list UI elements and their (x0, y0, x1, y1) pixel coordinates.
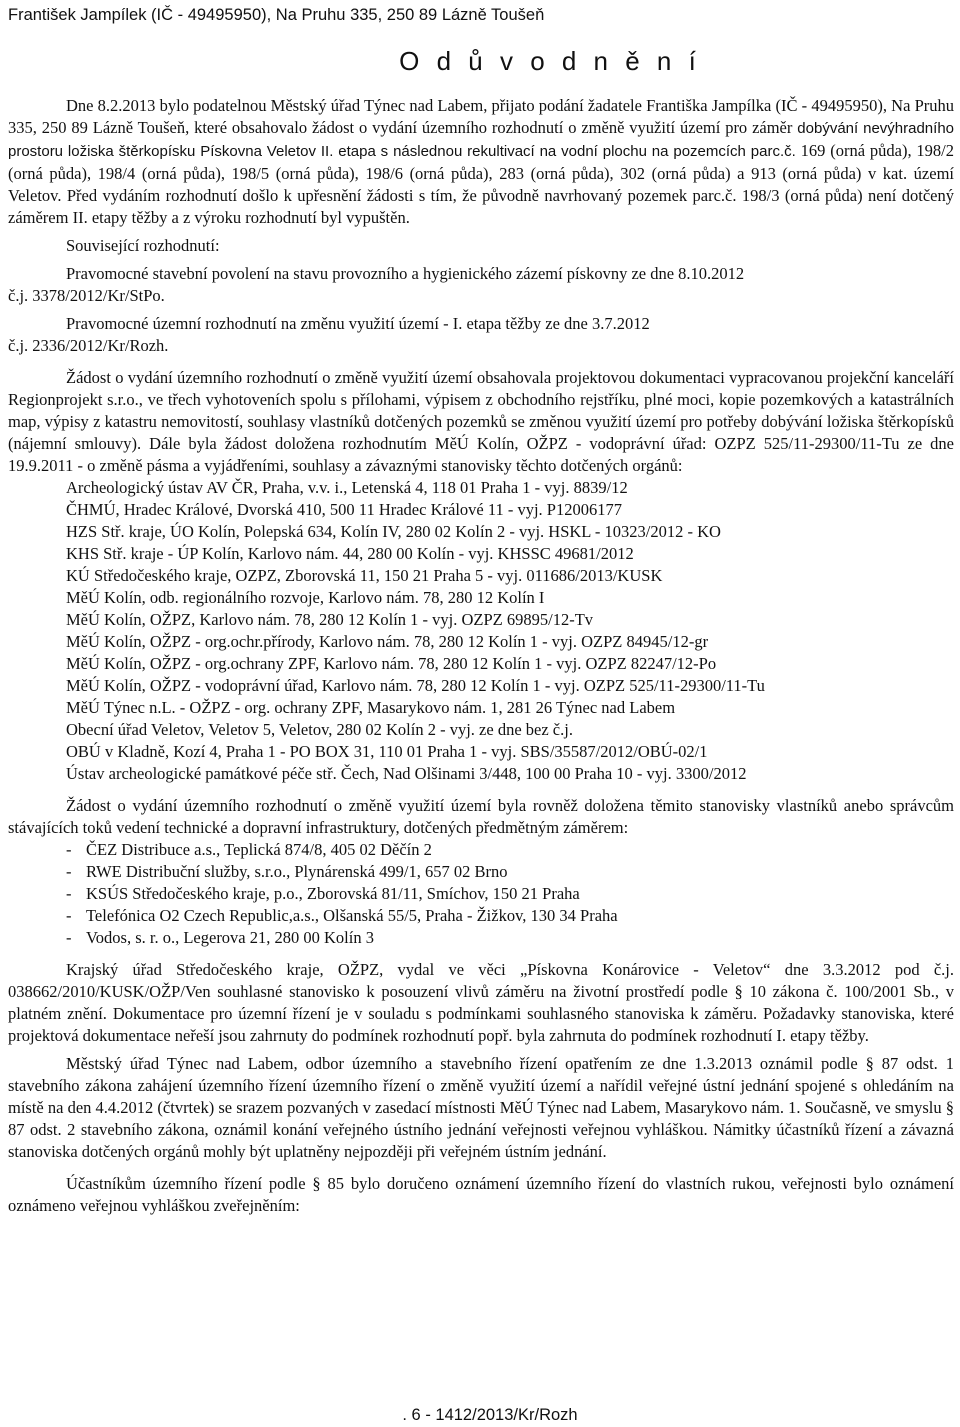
documentation-paragraph: Žádost o vydání územního rozhodnutí o změně využití území obsahovala projektovou dokumentaci vypracovanou projekční kanceláří Regionprojekt s.r.o., ve třech vyhotoveních spolu s přílohami, výpisem z obchodního rejstříku, plné moci, kopie pozemkových a katastrálních map, výpisy z katastru nemovitostí, souhlasy vlastníků dotčených pozemků se změnou využití území pro potřeby dobývání ložiska štěrkopísků (nájemní smlouvy). Dále byla žádost doložena rozhodnutím MěÚ Kolín, OŽPZ - vodoprávní úřad: OZPZ 525/11-29300/11-Tu ze dne 19.9.2011 - o změně pásma a vyjádřeními, souhlasy a závaznými stanovisky těchto dotčených orgánů: (8, 368, 954, 475)
agency-item: KHS Stř. kraje - ÚP Kolín, Karlovo nám. 44, 280 00 Kolín - vyj. KHSSC 49681/2012 (66, 544, 634, 563)
agency-item: MěÚ Kolín, OŽPZ, Karlovo nám. 78, 280 12 Kolín 1 - vyj. OZPZ 69895/12-Tv (66, 610, 594, 629)
document-body (8, 95, 954, 1217)
owner-item: - RWE Distribuční služby, s.r.o., Plynárenská 499/1, 657 02 Brno (66, 861, 954, 883)
eia-paragraph: Krajský úřad Středočeského kraje, OŽPZ, vydal ve věci „Pískovna Konárovice - Veletov“ dne 3.3.2012 pod č.j. 038662/2010/KUSK/OŽP/Ven souhlasné stanovisko k posouzení vlivů záměru na životní prostředí podle § 10 zákona č. 100/2001 Sb., v platném znění. Dokumentace pro územní řízení je v souladu s podmínkami souhlasného stanoviska k záměru. Požadavky stanoviska, které projektová dokumentace neřeší jsou zahrnuty do podmínek rozhodnutí popř. byla zahrnuta do podmínek rozhodnutí I. etapy těžby. (8, 960, 954, 1045)
owner-item: - Telefónica O2 Czech Republic,a.s., Olšanská 55/5, Praha - Žižkov, 130 34 Praha (66, 905, 954, 927)
intro-text-serif: Dne 8.2.2013 bylo podatelnou Městský úřad Týnec nad Labem, přijato podání žadatele Františka Jampílka (IČ - 49495950), Na Pruhu 335, 250 89 Lázně Toušeň, které obsahovalo žádost o vydání územního rozhodnutí o změně využití území pro záměr (8, 96, 954, 137)
agency-item: MěÚ Kolín, odb. regionálního rozvoje, Karlovo nám. 78, 280 12 Kolín I (66, 588, 545, 607)
notification-paragraph: Účastníkům územního řízení podle § 85 bylo doručeno oznámení územního řízení do vlastních rukou, veřejnosti bylo oznámení oznámeno veřejnou vyhláškou zveřejněním: (8, 1174, 954, 1215)
intro-text-parcels: 169 (orná půda), 198/2 (orná půda), 198/4 (orná půda), 198/5 (orná půda), 198/6 (orná půda), 283 (orná půda), 302 (orná půda) a 913 (orná půda) v kat. území Veletov. Před vydáním rozhodnutí došlo k upřesnění žádosti s tím, že původně navrhovaný pozemek parc.č. 198/3 (orná půda) není dotčený záměrem II. etapy těžby a z výroku rozhodnutí byl vypuštěn. (8, 141, 955, 227)
owner-item: - Vodos, s. r. o., Legerova 21, 280 00 Kolín 3 (66, 927, 954, 949)
agency-item: KÚ Středočeského kraje, OZPZ, Zborovská 11, 150 21 Praha 5 - vyj. 011686/2013/KUSK (66, 566, 663, 585)
agency-item: MěÚ Kolín, OŽPZ - org.ochr.přírody, Karlovo nám. 78, 280 12 Kolín 1 - vyj. OZPZ 84945/12-gr (66, 632, 709, 651)
agency-item: Archeologický ústav AV ČR, Praha, v.v. i., Letenská 4, 118 01 Praha 1 - vyj. 8839/12 (66, 478, 628, 497)
agency-list (8, 477, 954, 785)
page-footer: . 6 - 1412/2013/Kr/Rozh (402, 1406, 578, 1424)
related-item-2-ref: č.j. 2336/2012/Kr/Rozh. (8, 336, 169, 355)
agency-item: Obecní úřad Veletov, Veletov 5, Veletov, 280 02 Kolín 2 - vyj. ze dne bez č.j. (66, 720, 573, 739)
intro-text-project-name: dobývání nevýhradního prostoru ložiska štěrkopísku Pískovna Veletov II. etapa s následnou rekultivací na vodní plochu na pozemcích parc.č. (8, 120, 954, 160)
agency-item: ČHMÚ, Hradec Králové, Dvorská 410, 500 11 Hradec Králové 11 - vyj. P12006177 (66, 500, 622, 519)
agency-item: MěÚ Kolín, OŽPZ - vodoprávní úřad, Karlovo nám. 78, 280 12 Kolín 1 - vyj. OZPZ 525/11-29300/11-Tu (66, 676, 765, 695)
hearing-paragraph: Městský úřad Týnec nad Labem, odbor územního a stavebního řízení opatřením ze dne 1.3.2013 oznámil podle § 87 odst. 1 stavebního zákona zahájení územního řízení územního řízení o změně využití území a nařídil veřejné ústní jednání spojené s ohledáním na místě na den 4.4.2012 (čtvrtek) se srazem pozvaných v zasedací místnosti MěÚ Týnec nad Labem, Masarykovo nám. 1. Současně, ve smyslu § 87 odst. 2 stavebního zákona, oznámil konání veřejného ústního jednání veřejnosti veřejnou vyhláškou. Námitky účastníků řízení a závazná stanoviska dotčených orgánů mohly být uplatněny nejpozději při veřejném ústním jednání. (8, 1054, 954, 1161)
owners-paragraph: Žádost o vydání územního rozhodnutí o změně využití území byla rovněž doložena těmito stanovisky vlastníků anebo správcům stávajících toků vedení technické a dopravní infrastruktury, dotčených předmětným záměrem: (8, 796, 954, 837)
agency-item: MěÚ Týnec n.L. - OŽPZ - org. ochrany ZPF, Masarykovo nám. 1, 281 26 Týnec nad Labem (66, 698, 676, 717)
related-item-1-ref: č.j. 3378/2012/Kr/StPo. (8, 286, 165, 305)
owner-item: - KSÚS Středočeského kraje, p.o., Zborovská 81/11, Smíchov, 150 21 Praha (66, 883, 954, 905)
intro-paragraph (8, 95, 954, 229)
related-heading: Související rozhodnutí: (66, 236, 220, 255)
owner-item: - ČEZ Distribuce a.s., Teplická 874/8, 405 02 Děčín 2 (66, 839, 954, 861)
document-header: František Jampílek (IČ - 49495950), Na Pruhu 335, 250 89 Lázně Toušeň (8, 6, 545, 24)
agency-item: MěÚ Kolín, OŽPZ - org.ochrany ZPF, Karlovo nám. 78, 280 12 Kolín 1 - vyj. OZPZ 82247/12-Po (66, 654, 717, 673)
section-title: O d ů v o d n ě n í (399, 46, 701, 76)
agency-item: OBÚ v Kladně, Kozí 4, Praha 1 - PO BOX 31, 110 01 Praha 1 - vyj. SBS/35587/2012/OBÚ-02/1 (66, 742, 708, 761)
owners-list (8, 839, 954, 949)
agency-item: HZS Stř. kraje, ÚO Kolín, Polepská 634, Kolín IV, 280 02 Kolín 2 - vyj. HSKL - 10323/2012 - KO (66, 522, 721, 541)
related-item-2: Pravomocné územní rozhodnutí na změnu využití území - I. etapa těžby ze dne 3.7.2012 (66, 314, 650, 333)
agency-item: Ústav archeologické památkové péče stř. Čech, Nad Olšinami 3/448, 100 00 Praha 10 - vyj. 3300/2012 (66, 764, 747, 783)
related-item-1: Pravomocné stavební povolení na stavu provozního a hygienického zázemí pískovny ze dne 8.10.2012 (66, 264, 745, 283)
